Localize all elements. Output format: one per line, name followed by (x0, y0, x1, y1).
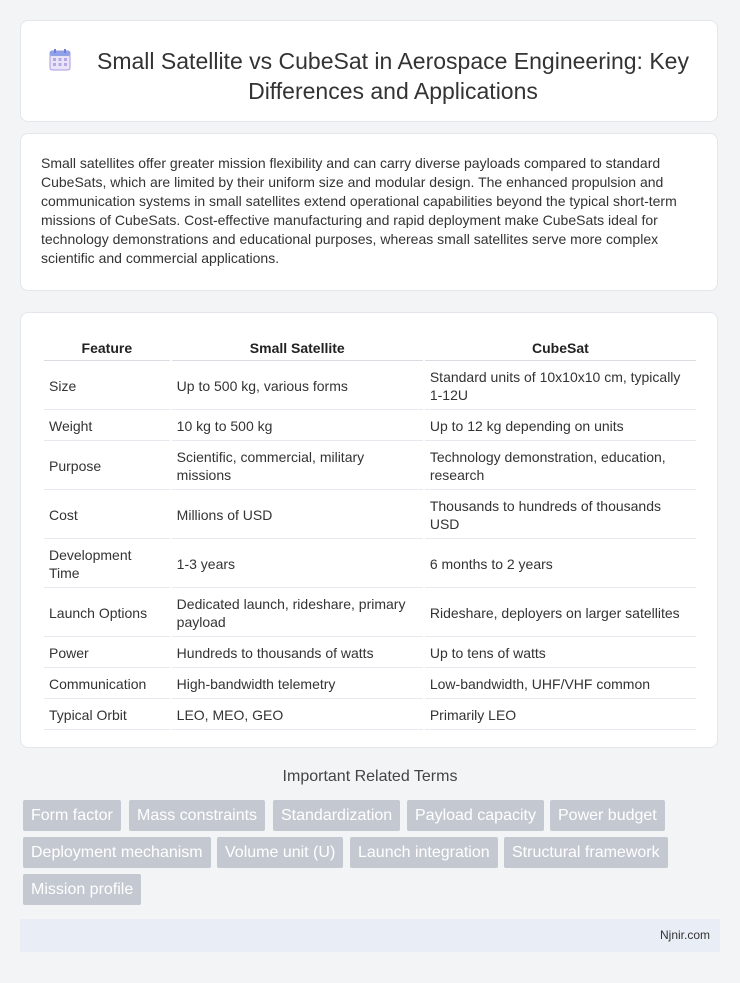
table-row (44, 492, 696, 539)
tag-power-budget[interactable]: Power budget (550, 800, 665, 831)
cubesat-cell: Primarily LEO (425, 701, 696, 730)
small-satellite-cell: High-bandwidth telemetry (172, 670, 423, 699)
small-satellite-cell: Millions of USD (172, 492, 423, 539)
table-header-row (44, 336, 696, 361)
intro-card (20, 133, 718, 291)
tag-launch-integration[interactable]: Launch integration (350, 837, 498, 868)
calendar-icon (48, 48, 72, 72)
table-row (44, 670, 696, 699)
cubesat-cell: Up to 12 kg depending on units (425, 412, 696, 441)
cubesat-cell: 6 months to 2 years (425, 541, 696, 588)
tag-mass-constraints[interactable]: Mass constraints (129, 800, 265, 831)
cubesat-cell: Up to tens of watts (425, 639, 696, 668)
feature-cell: Development Time (44, 541, 170, 588)
tag-deployment-mechanism[interactable]: Deployment mechanism (23, 837, 211, 868)
cubesat-cell: Technology demonstration, education, research (425, 443, 696, 490)
small-satellite-cell: 1-3 years (172, 541, 423, 588)
small-satellite-cell: LEO, MEO, GEO (172, 701, 423, 730)
tag-payload-capacity[interactable]: Payload capacity (407, 800, 544, 831)
cubesat-cell: Standard units of 10x10x10 cm, typically 1-12U (425, 363, 696, 410)
feature-cell: Typical Orbit (44, 701, 170, 730)
comparison-table-card (20, 312, 718, 748)
small-satellite-cell: 10 kg to 500 kg (172, 412, 423, 441)
small-satellite-cell: Scientific, commercial, military missions (172, 443, 423, 490)
table-row (44, 590, 696, 637)
tag-form-factor[interactable]: Form factor (23, 800, 121, 831)
feature-cell: Power (44, 639, 170, 668)
footer (20, 919, 720, 952)
table-row (44, 412, 696, 441)
table-row (44, 443, 696, 490)
table-row (44, 541, 696, 588)
cubesat-cell: Low-bandwidth, UHF/VHF common (425, 670, 696, 699)
cubesat-cell: Rideshare, deployers on larger satellites (425, 590, 696, 637)
header-small-satellite: Small Satellite (172, 336, 423, 361)
related-terms-title: Important Related Terms (282, 768, 458, 785)
comparison-table (42, 334, 698, 732)
table-row (44, 701, 696, 730)
feature-cell: Weight (44, 412, 170, 441)
tag-volume-unit[interactable]: Volume unit (U) (217, 837, 343, 868)
page-title: Small Satellite vs CubeSat in Aerospace Engineering: Key Differences and Applications (97, 48, 689, 104)
cubesat-cell: Thousands to hundreds of thousands USD (425, 492, 696, 539)
small-satellite-cell: Hundreds to thousands of watts (172, 639, 423, 668)
table-row (44, 639, 696, 668)
tag-mission-profile[interactable]: Mission profile (23, 874, 141, 905)
tag-standardization[interactable]: Standardization (273, 800, 400, 831)
header-feature: Feature (44, 336, 170, 361)
intro-paragraph: Small satellites offer greater mission flexibility and can carry diverse payloads compared to standard CubeSats, which are limited by their uniform size and modular design. The enhanced propulsion and communication systems in small satellites extend operational capabilities beyond the typical short-term missions of CubeSats. Cost-effective manufacturing and rapid deployment make CubeSats ideal for technology demonstrations and educational purposes, whereas small satellites serve more complex scientific and commercial applications. (41, 155, 677, 266)
tag-structural-framework[interactable]: Structural framework (504, 837, 668, 868)
header-cubesat: CubeSat (425, 336, 696, 361)
feature-cell: Size (44, 363, 170, 410)
small-satellite-cell: Up to 500 kg, various forms (172, 363, 423, 410)
feature-cell: Launch Options (44, 590, 170, 637)
small-satellite-cell: Dedicated launch, rideshare, primary payload (172, 590, 423, 637)
table-row (44, 363, 696, 410)
feature-cell: Communication (44, 670, 170, 699)
footer-site-link[interactable]: Njnir.com (659, 928, 710, 942)
title-card (20, 20, 718, 122)
feature-cell: Cost (44, 492, 170, 539)
feature-cell: Purpose (44, 443, 170, 490)
